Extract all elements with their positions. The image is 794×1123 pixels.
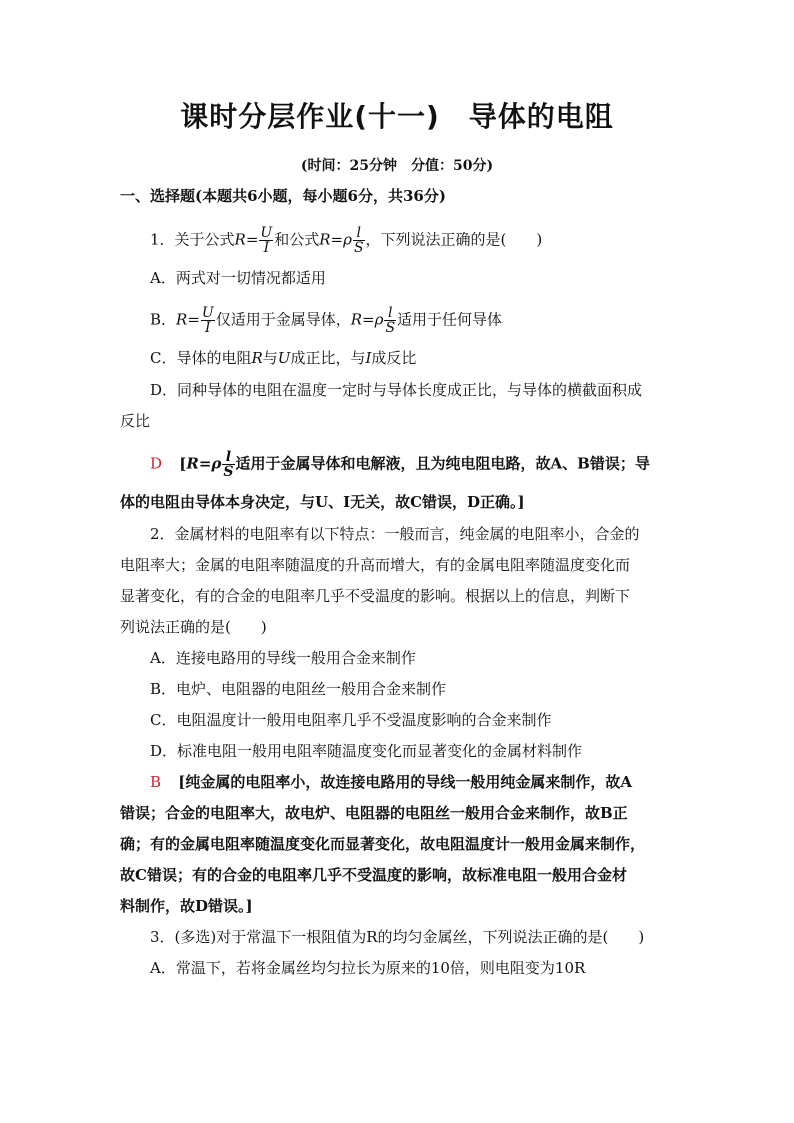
- q2-explanation-line3: 确；有的金属电阻率随温度变化而显著变化，故电阻温度计一般用金属来制作，: [120, 835, 646, 853]
- q1-answer: D: [150, 454, 163, 473]
- page-title: 课时分层作业(十一) 导体的电阻: [180, 100, 614, 133]
- q1-explanation-line2: 体的电阻由导体本身决定，与U、I无关，故C错误，D正确。]: [120, 493, 525, 511]
- q2-stem-line4: 列说法正确的是( ): [120, 618, 267, 636]
- q1-explanation-line1: D [R=ρ $\frac{l}{S}$ 适用于金属导体和电解液，且为纯电阻电路，故A、B错误；导: [150, 449, 650, 480]
- q1-option-c: C．导体的电阻R与U成正比，与I成反比: [150, 349, 417, 367]
- q3-stem: 3．(多选)对于常温下一根阻值为R的均匀金属丝，下列说法正确的是( ): [150, 928, 645, 946]
- q1-option-d-line1: D．同种导体的电阻在温度一定时与导体长度成正比，与导体的横截面积成: [150, 381, 643, 399]
- q2-explanation-line2: 错误；合金的电阻率大，故电炉、电阻器的电阻丝一般用合金来制作，故B正: [120, 804, 628, 822]
- q1-option-a: A．两式对一切情况都适用: [150, 269, 326, 287]
- q2-explanation-line4: 故C错误；有的合金的电阻率几乎不受温度的影响，故标准电阻一般用合金材: [120, 866, 627, 884]
- q2-option-c: C．电阻温度计一般用电阻率几乎不受温度影响的合金来制作: [150, 711, 552, 729]
- page-subtitle: (时间：25分钟 分值：50分): [300, 158, 494, 174]
- q2-option-a: A．连接电路用的导线一般用合金来制作: [150, 649, 416, 667]
- q2-stem-line2: 电阻率大；金属的电阻率随温度的升高而增大，有的金属电阻率随温度变化而: [120, 556, 631, 574]
- fraction-u-over-i: $\frac{U}{I}$: [260, 225, 273, 256]
- q2-stem-line3: 显著变化，有的合金的电阻率几乎不受温度的影响。根据以上的信息，判断下: [120, 587, 631, 605]
- q2-option-b: B．电炉、电阻器的电阻丝一般用合金来制作: [150, 680, 447, 698]
- q1-option-d-line2: 反比: [120, 412, 151, 430]
- q1-option-b: B．R= $\frac{U}{I}$ 仅适用于金属导体，R=ρ $\frac{l}{S}$ 适用于任何导体: [150, 305, 503, 336]
- q2-option-d: D．标准电阻一般用电阻率随温度变化而显著变化的金属材料制作: [150, 742, 583, 760]
- section-heading: 一、选择题(本题共6小题，每小题6分，共36分): [120, 187, 446, 205]
- q3-option-a: A．常温下，若将金属丝均匀拉长为原来的10倍，则电阻变为10R: [150, 959, 586, 977]
- q1-stem: 1．关于公式R= $\frac{U}{I}$ 和公式R=ρ $\frac{l}{S}$ ，下列说法正确的是( ): [150, 225, 543, 256]
- q2-explanation-line5: 料制作，故D错误。]: [120, 897, 253, 915]
- q2-stem-line1: 2．金属材料的电阻率有以下特点：一般而言，纯金属的电阻率小，合金的: [150, 525, 640, 543]
- q2-answer: B: [150, 773, 162, 791]
- q2-explanation-line1: B [纯金属的电阻率小，故连接电路用的导线一般用纯金属来制作，故A: [150, 773, 633, 791]
- fraction-l-over-s: $\frac{l}{S}$: [353, 225, 364, 256]
